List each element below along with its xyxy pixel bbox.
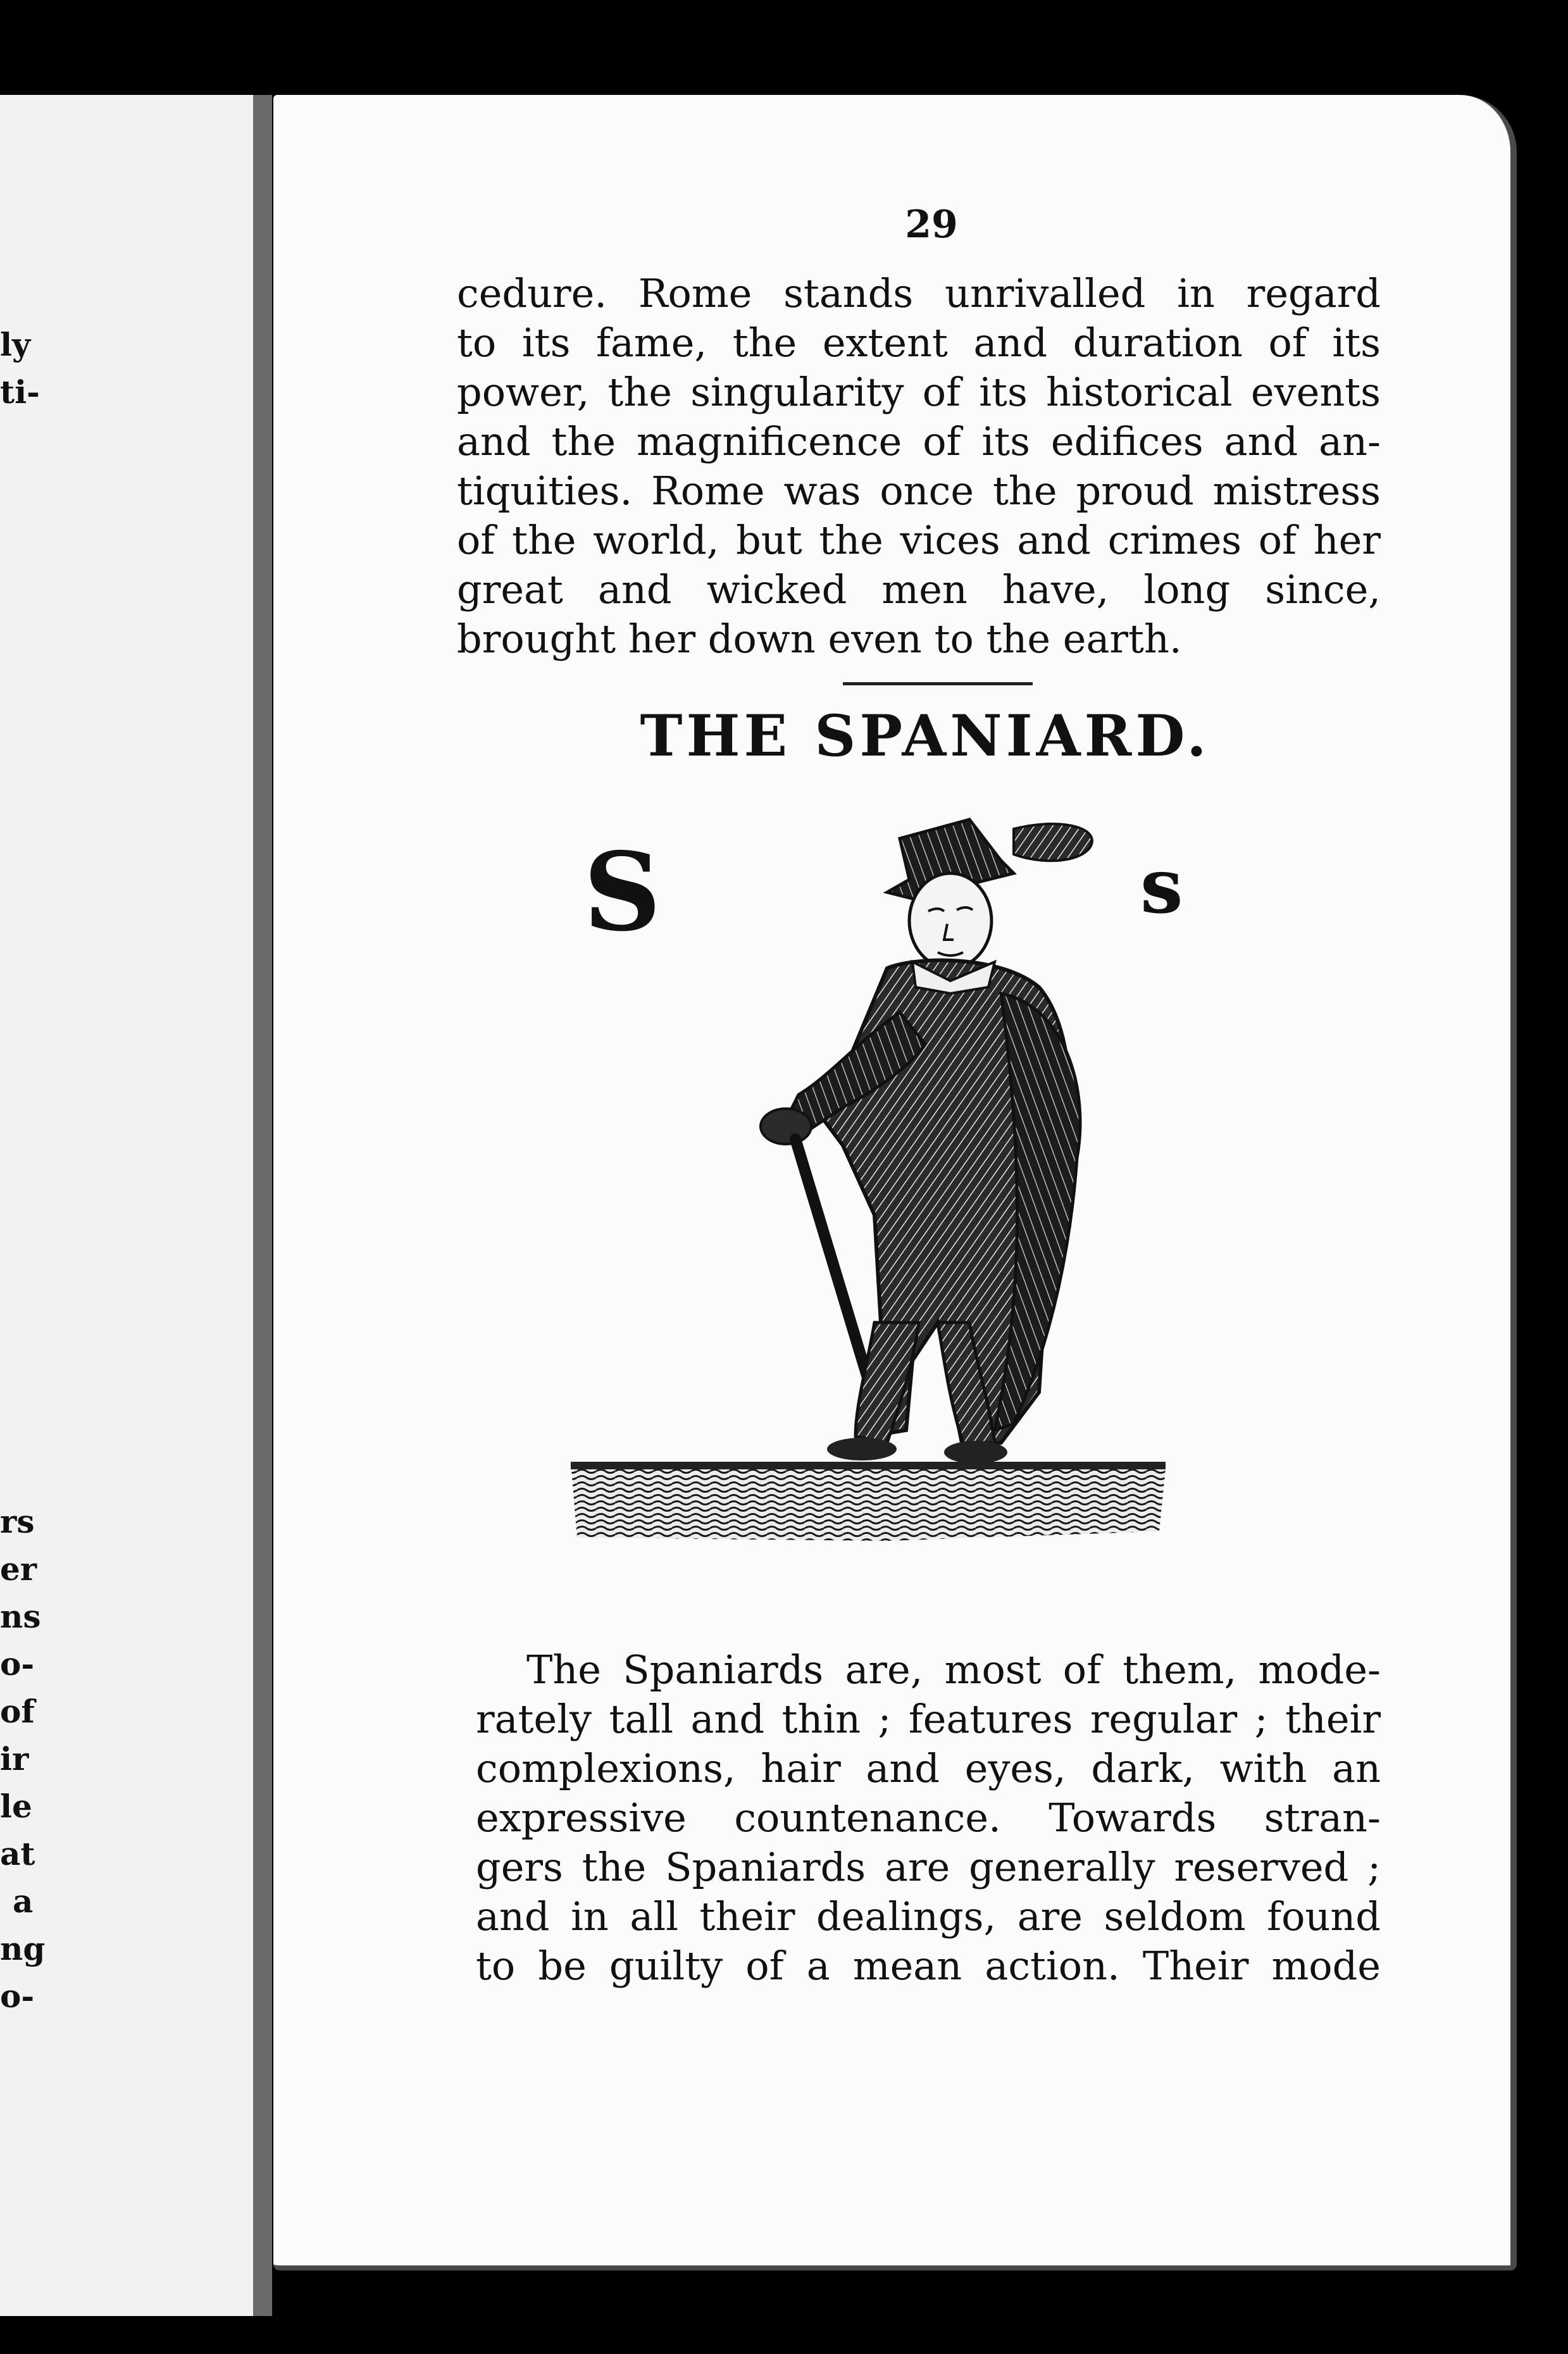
woodcut-spaniard-illustration: [558, 804, 1191, 1550]
text-line: expressive countenance. Towards stran-: [476, 1795, 1381, 1841]
initial-letter-right: s: [1140, 842, 1183, 931]
text-line: rately tall and thin ; features regular ; their: [476, 1696, 1381, 1742]
text-line: The Spaniards are, most of them, mode-: [526, 1647, 1381, 1693]
book-spine: [253, 95, 272, 2316]
left-fragment: a: [13, 1883, 34, 1920]
left-fragment: ng: [0, 1930, 46, 1967]
left-fragment: o-: [0, 1977, 35, 2015]
text-line: complexions, hair and eyes, dark, with an: [476, 1745, 1381, 1791]
left-fragment: at: [0, 1835, 35, 1872]
left-fragment: er: [0, 1550, 37, 1588]
right-page: [273, 95, 1517, 2270]
left-fragment: rs: [0, 1503, 35, 1540]
left-fragment: of: [0, 1693, 35, 1730]
text-line: of the world, but the vices and crimes of her: [457, 517, 1381, 563]
left-fragment: ly: [0, 326, 31, 363]
left-fragment: ir: [0, 1740, 29, 1778]
text-line: and in all their dealings, are seldom found: [476, 1893, 1381, 1940]
text-line: power, the singularity of its historical events: [457, 369, 1381, 415]
text-line: gers the Spaniards are generally reserved ;: [476, 1844, 1381, 1890]
text-line: great and wicked men have, long since,: [457, 566, 1381, 613]
section-heading: THE SPANIARD.: [640, 702, 1210, 769]
page-number: 29: [905, 202, 958, 247]
left-fragment: ti-: [0, 373, 40, 411]
left-page: [0, 95, 259, 2316]
initial-letter-left: S: [583, 829, 661, 956]
text-line: brought her down even to the earth.: [457, 616, 1182, 662]
section-divider: [843, 682, 1033, 685]
bottom-paragraph: [476, 1645, 1381, 1991]
text-line: to be guilty of a mean action. Their mode: [476, 1943, 1381, 1989]
top-paragraph: [457, 269, 1381, 664]
left-fragment: ns: [0, 1598, 41, 1635]
text-line: to its fame, the extent and duration of its: [457, 320, 1381, 366]
left-fragment: o-: [0, 1645, 35, 1683]
text-line: cedure. Rome stands unrivalled in regard: [457, 270, 1381, 316]
left-fragment: le: [0, 1788, 32, 1825]
text-line: and the magnificence of its edifices and an-: [457, 418, 1381, 464]
text-line: tiquities. Rome was once the proud mistress: [457, 468, 1381, 514]
